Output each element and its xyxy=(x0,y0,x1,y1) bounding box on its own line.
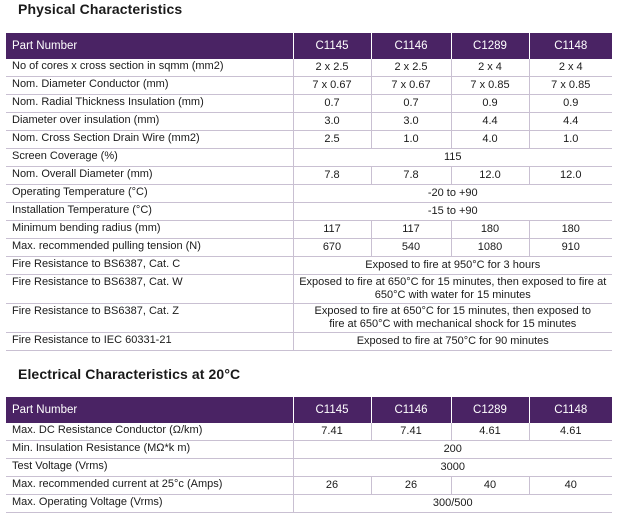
row-label: Min. Insulation Resistance (MΩ*k m) xyxy=(6,441,293,459)
row-label: Fire Resistance to BS6387, Cat. C xyxy=(6,257,293,275)
table-row xyxy=(6,257,612,275)
cell-value: 26 xyxy=(371,477,451,495)
row-label: Max. Operating Voltage (Vrms) xyxy=(6,495,293,513)
header-c1289: C1289 xyxy=(451,33,529,59)
cell-value: 1080 xyxy=(451,239,529,257)
header-part-number: Part Number xyxy=(6,397,293,423)
row-label: Fire Resistance to IEC 60331-21 xyxy=(6,333,293,351)
table-row xyxy=(6,333,612,351)
table-header-row xyxy=(6,33,612,59)
cell-value: 4.61 xyxy=(529,423,612,441)
table-row xyxy=(6,167,612,185)
cell-value: 180 xyxy=(451,221,529,239)
cell-value: 4.61 xyxy=(451,423,529,441)
cell-value: 0.7 xyxy=(371,95,451,113)
cell-value: 2.5 xyxy=(293,131,371,149)
table-row xyxy=(6,459,612,477)
cell-value-span: Exposed to fire at 650°C for 15 minutes, then exposed to fire at 650°C with water for 15 minutes xyxy=(293,275,612,304)
cell-value: 0.9 xyxy=(451,95,529,113)
row-label: Fire Resistance to BS6387, Cat. W xyxy=(6,275,293,304)
cell-value: 0.7 xyxy=(293,95,371,113)
header-c1289: C1289 xyxy=(451,397,529,423)
table-row xyxy=(6,185,612,203)
cell-value: 3.0 xyxy=(371,113,451,131)
cell-value-span: 300/500 xyxy=(293,495,612,513)
cell-value: 7 x 0.67 xyxy=(293,77,371,95)
header-c1146: C1146 xyxy=(371,33,451,59)
table-row xyxy=(6,304,612,333)
cell-value: 670 xyxy=(293,239,371,257)
cell-value: 180 xyxy=(529,221,612,239)
table-row xyxy=(6,275,612,304)
cell-value: 2 x 2.5 xyxy=(293,59,371,77)
row-label: Nom. Cross Section Drain Wire (mm2) xyxy=(6,131,293,149)
row-label: Operating Temperature (°C) xyxy=(6,185,293,203)
table-row xyxy=(6,131,612,149)
row-label: Max. recommended current at 25°c (Amps) xyxy=(6,477,293,495)
table-row xyxy=(6,495,612,513)
electrical-characteristics-table xyxy=(6,397,612,513)
cell-value: 117 xyxy=(371,221,451,239)
header-part-number: Part Number xyxy=(6,33,293,59)
cell-value: 117 xyxy=(293,221,371,239)
cell-value: 7 x 0.85 xyxy=(451,77,529,95)
cell-value: 7.41 xyxy=(293,423,371,441)
row-label: Minimum bending radius (mm) xyxy=(6,221,293,239)
cell-value-span: 200 xyxy=(293,441,612,459)
header-c1145: C1145 xyxy=(293,33,371,59)
cell-value: 2 x 4 xyxy=(529,59,612,77)
row-label: Nom. Radial Thickness Insulation (mm) xyxy=(6,95,293,113)
header-c1148: C1148 xyxy=(529,33,612,59)
cell-value: 0.9 xyxy=(529,95,612,113)
row-label: Max. recommended pulling tension (N) xyxy=(6,239,293,257)
cell-value-span: 3000 xyxy=(293,459,612,477)
header-c1146: C1146 xyxy=(371,397,451,423)
cell-value: 12.0 xyxy=(451,167,529,185)
table-row xyxy=(6,77,612,95)
cell-value: 910 xyxy=(529,239,612,257)
cell-value: 26 xyxy=(293,477,371,495)
header-c1148: C1148 xyxy=(529,397,612,423)
cell-value: 2 x 4 xyxy=(451,59,529,77)
cell-value: 4.4 xyxy=(451,113,529,131)
cell-value: 540 xyxy=(371,239,451,257)
cell-value: 2 x 2.5 xyxy=(371,59,451,77)
table-row xyxy=(6,239,612,257)
cell-value-span: Exposed to fire at 750°C for 90 minutes xyxy=(293,333,612,351)
cell-value-span: 115 xyxy=(293,149,612,167)
header-c1145: C1145 xyxy=(293,397,371,423)
table-row xyxy=(6,477,612,495)
cell-value: 1.0 xyxy=(371,131,451,149)
cell-value: 40 xyxy=(529,477,612,495)
cell-value-span: -20 to +90 xyxy=(293,185,612,203)
table-row xyxy=(6,113,612,131)
table-row xyxy=(6,221,612,239)
table-row xyxy=(6,423,612,441)
row-label: Nom. Diameter Conductor (mm) xyxy=(6,77,293,95)
row-label: No of cores x cross section in sqmm (mm2) xyxy=(6,59,293,77)
cell-value-span: Exposed to fire at 650°C for 15 minutes, then exposed to fire at 650°C with mechanical shock for 15 minutes xyxy=(293,304,612,333)
table-row xyxy=(6,149,612,167)
table-row xyxy=(6,95,612,113)
table-row xyxy=(6,203,612,221)
physical-characteristics-heading: Physical Characteristics xyxy=(18,1,183,17)
cell-value-span: -15 to +90 xyxy=(293,203,612,221)
table-row xyxy=(6,441,612,459)
electrical-characteristics-heading: Electrical Characteristics at 20°C xyxy=(18,366,241,382)
cell-value: 7.41 xyxy=(371,423,451,441)
row-label: Test Voltage (Vrms) xyxy=(6,459,293,477)
cell-value: 1.0 xyxy=(529,131,612,149)
cell-value: 4.0 xyxy=(451,131,529,149)
cell-value: 7.8 xyxy=(371,167,451,185)
row-label: Screen Coverage (%) xyxy=(6,149,293,167)
cell-value: 40 xyxy=(451,477,529,495)
row-label: Fire Resistance to BS6387, Cat. Z xyxy=(6,304,293,333)
cell-value-span: Exposed to fire at 950°C for 3 hours xyxy=(293,257,612,275)
row-label: Max. DC Resistance Conductor (Ω/km) xyxy=(6,423,293,441)
table-row xyxy=(6,59,612,77)
row-label: Diameter over insulation (mm) xyxy=(6,113,293,131)
cell-value: 7 x 0.85 xyxy=(529,77,612,95)
cell-value: 3.0 xyxy=(293,113,371,131)
cell-value: 7 x 0.67 xyxy=(371,77,451,95)
physical-characteristics-table xyxy=(6,33,612,351)
cell-value: 12.0 xyxy=(529,167,612,185)
cell-value: 4.4 xyxy=(529,113,612,131)
cell-value: 7.8 xyxy=(293,167,371,185)
row-label: Nom. Overall Diameter (mm) xyxy=(6,167,293,185)
row-label: Installation Temperature (°C) xyxy=(6,203,293,221)
table-header-row xyxy=(6,397,612,423)
